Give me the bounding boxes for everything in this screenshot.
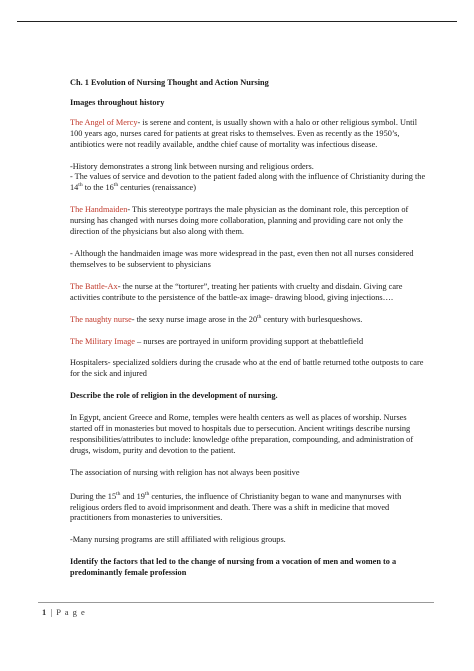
religion-paragraph-4: -Many nursing programs are still affiliated with religious groups.: [70, 535, 286, 545]
religion-paragraph-2: The association of nursing with religion has not always been positive: [70, 467, 300, 477]
religion-p3-post: centuries, the influence of Christianity began to wane and manynurses with religious orders fled to avoid imprisonment and death. There was a shift in medicine that moved practitioners from monasteries to universities.: [70, 491, 402, 523]
superscript-th: th: [113, 182, 119, 189]
angel-of-mercy-text: - is serene and content, is usually shown with a halo or other religious symbol. Until 100 years ago, nurses cared for patients at great risks to themselves. Even as recently as the 1950’s, antibiotics were not readily available, andthe chief cause of mortality was infectious disease.: [70, 117, 418, 149]
factors-heading: Identify the factors that led to the change of nursing from a vocation of men and women to a predominantly female profession: [70, 557, 397, 578]
naughty-nurse-paragraph: [70, 315, 430, 326]
history-values-paragraph: [70, 172, 430, 194]
top-rule: [17, 21, 457, 22]
page-number: 1: [42, 607, 48, 617]
chapter-heading: Ch. 1 Evolution of Nursing Thought and Action Nursing: [70, 78, 269, 87]
footer-separator: |: [50, 607, 54, 617]
religion-p3-mid: and 19: [120, 491, 145, 501]
history-values-mid: to the 16: [82, 183, 114, 193]
naughty-nurse-post: century with burlesqueshows.: [261, 314, 363, 324]
hospitalers-paragraph: Hospitalers- specialized soldiers during the crusade who at the end of battle returned tothe outposts to care for the sick and injured: [70, 358, 424, 379]
angel-of-mercy-paragraph: [70, 118, 430, 151]
superscript-th: th: [78, 182, 83, 189]
superscript-th: th: [257, 313, 262, 320]
page-footer: [42, 607, 86, 617]
handmaiden-term: The Handmaiden: [70, 205, 128, 215]
page-label: P a g e: [56, 607, 86, 617]
battle-ax-paragraph: [70, 282, 430, 304]
footer-rule: [38, 602, 434, 603]
history-values-post: centuries (renaissance): [118, 183, 196, 193]
history-link-paragraph: -History demonstrates a strong link between nursing and religious orders.: [70, 161, 314, 171]
handmaiden-text: - This stereotype portrays the male physician as the dominant role, this perception of nursing has changed with nurses doing more collaboration, planning and providing care not only the direction of the physicians but also along with them.: [70, 205, 409, 237]
religion-paragraph-1: In Egypt, ancient Greece and Rome, temples were health centers as well as places of worship. Nurses started off in monasteries but moved to hospitals due to persecution. Ancient writings describe nursing responsibilities/attributes to include: knowledge ofthe preparation, compounding, and administration of drugs, wisdom, purity and devotion to the patient.: [70, 413, 414, 455]
history-values-pre: - The values of service and devotion to the patient faded along with the influence of Christianity during the 14: [70, 172, 426, 193]
military-image-term: The Military Image: [70, 336, 135, 346]
superscript-th: th: [116, 490, 121, 497]
religion-paragraph-3: [70, 492, 430, 525]
battle-ax-term: The Battle-Ax: [70, 281, 118, 291]
handmaiden-paragraph: [70, 205, 430, 238]
naughty-nurse-pre: - the sexy nurse image arose in the 20: [131, 314, 258, 324]
military-image-text: – nurses are portrayed in uniform providing support at thebattlefield: [134, 336, 364, 346]
document-body: [70, 78, 430, 579]
religion-heading: Describe the role of religion in the development of nursing.: [70, 391, 278, 401]
religion-p3-pre: During the 15: [70, 491, 117, 501]
military-image-paragraph: [70, 337, 430, 348]
angel-of-mercy-term: The Angel of Mercy: [70, 117, 138, 127]
superscript-th: th: [144, 490, 150, 497]
images-subheading: Images throughout history: [70, 97, 165, 107]
battle-ax-text: - the nurse at the “torturer”, treating her patients with cruelty and disdain. Giving care activities contribute to the persistence of the battle-ax image- drawing blood, giving injections….: [70, 281, 403, 302]
handmaiden-note-paragraph: - Although the handmaiden image was more widespread in the past, even then not all nurses considered themselves to be subservient to physicians: [70, 248, 414, 269]
naughty-nurse-term: The naughty nurse: [70, 314, 132, 324]
